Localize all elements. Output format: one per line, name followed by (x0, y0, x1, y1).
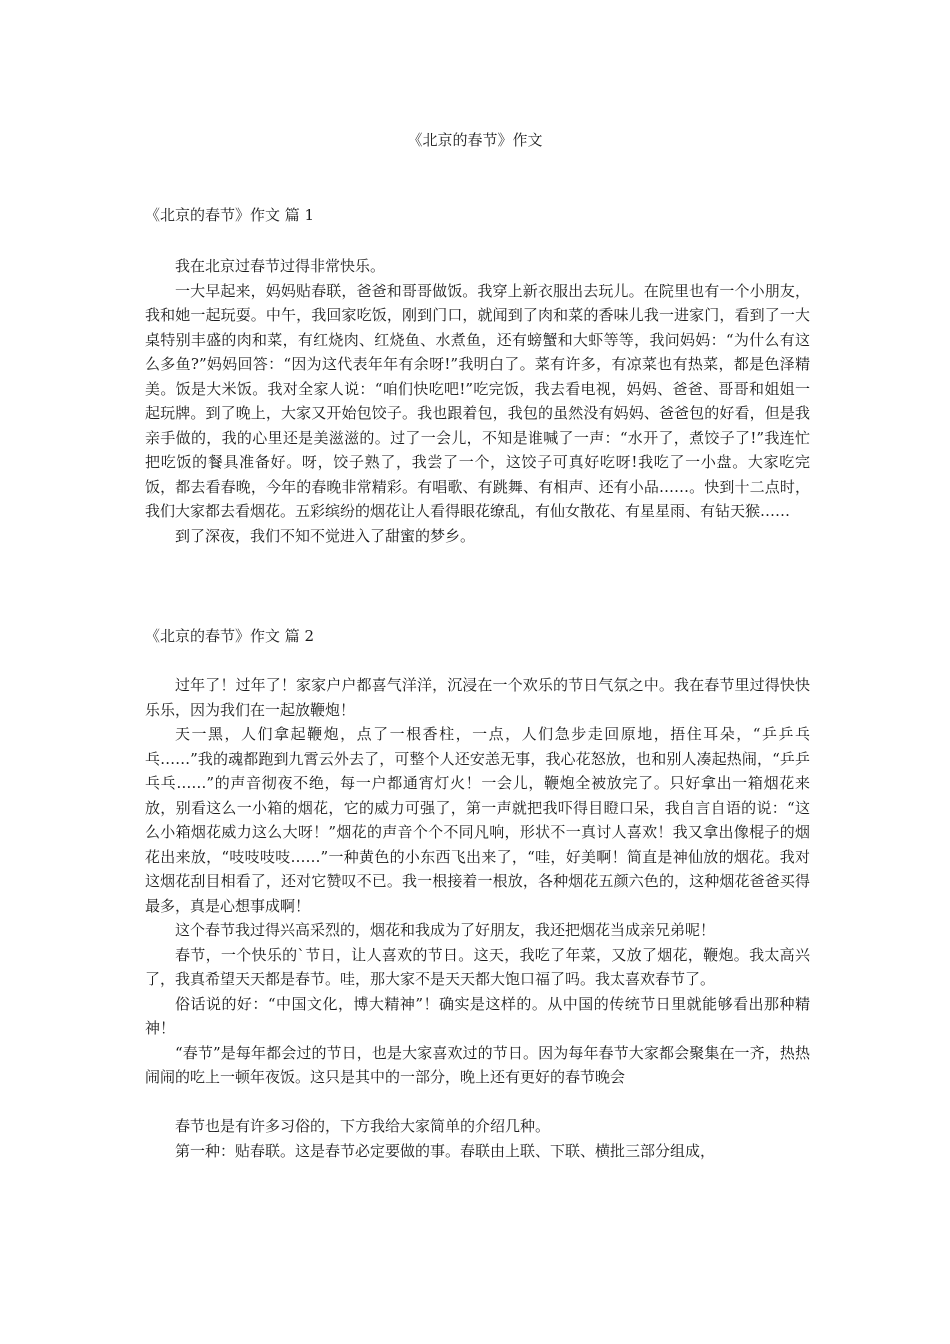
paragraph: “春节”是每年都会过的节日，也是大家喜欢过的节日。因为每年春节大家都会聚集在一齐，热热闹闹的吃上一顿年夜饭。这只是其中的一部分，晚上还有更好的春节晚会 (145, 1043, 810, 1086)
paragraph: 到了深夜，我们不知不觉进入了甜蜜的梦乡。 (175, 526, 476, 545)
paragraph-gap (145, 1090, 810, 1115)
section-heading-2: 《北京的春节》作文 篇 2 (145, 627, 315, 645)
paragraph: 我在北京过春节过得非常快乐。 (175, 257, 386, 275)
section-body-2 (145, 673, 810, 1163)
section-body-1 (145, 254, 810, 548)
paragraph: 这个春节我过得兴高采烈的，烟花和我成为了好朋友，我还把烟花当成亲兄弟呢！ (175, 921, 716, 939)
paragraph: 春节，一个快乐的`节日，让人喜欢的节日。这天，我吃了年菜，又放了烟花，鞭炮。我太高兴了，我真希望天天都是春节。哇，那大家不是天天都大饱口福了吗。我太喜欢春节了。 (145, 945, 810, 988)
paragraph: 过年了！过年了！家家户户都喜气洋洋，沉浸在一个欢乐的节日气氛之中。我在春节里过得快快乐乐，因为我们在一起放鞭炮！ (145, 676, 810, 719)
paragraph: 天一黑，人们拿起鞭炮，点了一根香柱，一点，人们急步走回原地，捂住耳朵，“乒乒乓乓……”我的魂都跑到九霄云外去了，可整个人还安恙无事，我心花怒放，也和别人凑起热闹，“乒乒乓乓……”的声音彻夜不绝，每一户都通宵灯火！一会儿，鞭炮全被放完了。只好拿出一箱烟花来放，别看这么一小箱的烟花，它的威力可强了，第一声就把我吓得目瞪口呆，我自言自语的说：“这么小箱烟花威力这么大呀！”烟花的声音个个不同凡响，形状不一真讨人喜欢！我又拿出像棍子的烟花出来放，“吱吱吱吱……”一种黄色的小东西飞出来了，“哇，好美啊！简直是神仙放的烟花。我对这烟花刮目相看了，还对它赞叹不已。我一根接着一根放，各种烟花五颜六色的，这种烟花爸爸买得最多，真是心想事成啊！ (145, 725, 810, 915)
document-title: 《北京的春节》作文 (407, 131, 543, 149)
paragraph: 一大早起来，妈妈贴春联，爸爸和哥哥做饭。我穿上新衣服出去玩儿。在院里也有一个小朋友，我和她一起玩耍。中午，我回家吃饭，刚到门口，就闻到了肉和菜的香味儿我一进家门，看到了一大桌特别丰盛的肉和菜，有红烧肉、红烧鱼、水煮鱼，还有螃蟹和大虾等等，我问妈妈：“为什么有这么多鱼?”妈妈回答：“因为这代表年年有余呀!”我明白了。菜有许多，有凉菜也有热菜，都是色泽精美。饭是大米饭。我对全家人说：“咱们快吃吧!”吃完饭，我去看电视，妈妈、爸爸、哥哥和姐姐一起玩牌。到了晚上，大家又开始包饺子。我也跟着包，我包的虽然没有妈妈、爸爸包的好看，但是我亲手做的，我的心里还是美滋滋的。过了一会儿，不知是谁喊了一声：“水开了，煮饺子了!”我连忙把吃饭的餐具准备好。呀，饺子熟了，我尝了一个，这饺子可真好吃呀!我吃了一小盘。大家吃完饭，都去看春晚，今年的春晚非常精彩。有唱歌、有跳舞、有相声、还有小品……。快到十二点时，我们大家都去看烟花。五彩缤纷的烟花让人看得眼花缭乱，有仙女散花、有星星雨、有钻天猴…… (145, 281, 810, 520)
paragraph: 第一种：贴春联。这是春节必定要做的事。春联由上联、下联、横批三部分组成， (175, 1141, 716, 1160)
paragraph: 俗话说的好：“中国文化，博大精神”！确实是这样的。从中国的传统节日里就能够看出那种精神！ (145, 994, 810, 1037)
paragraph: 春节也是有许多习俗的，下方我给大家简单的介绍几种。 (175, 1117, 551, 1135)
section-heading-1: 《北京的春节》作文 篇 1 (145, 206, 315, 224)
